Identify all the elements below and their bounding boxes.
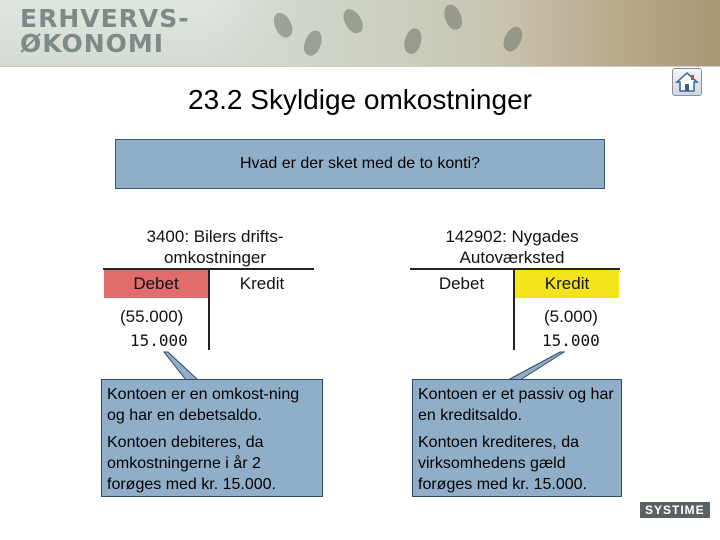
question-text: Hvad er der sket med de to konti?: [239, 155, 481, 172]
note-right-paragraph-2: Kontoen krediteres, da virksomhedens gæld forøges med kr. 15.000.: [418, 434, 587, 493]
account-left-debit-header: Debet: [104, 270, 208, 298]
logo-line-1: ERHVERVS-: [20, 4, 190, 33]
page-title: 23.2 Skyldige omkostninger: [188, 84, 532, 115]
account-right-debit-header: Debet: [438, 274, 485, 293]
callout-connector-right: [508, 352, 564, 380]
note-left: [101, 379, 323, 497]
account-right-amount-2: 15.000: [542, 331, 600, 350]
account-left-amount-2: 15.000: [130, 331, 188, 350]
account-left-name-line-2: omkostninger: [163, 248, 267, 267]
account-right-credit-header: Kredit: [515, 270, 619, 298]
account-right-amount-1: (5.000): [544, 307, 598, 326]
note-left-paragraph-1: Kontoen er en omkost-ning og har en debetsaldo.: [107, 386, 300, 424]
callout-connector-left: [164, 352, 198, 380]
account-left-amount-1: (55.000): [120, 307, 184, 326]
account-right-name-line-2: Autoværksted: [459, 248, 565, 267]
systime-logo: SYSTIME: [640, 502, 710, 518]
note-right-paragraph-1: Kontoen er et passiv og har en kreditsaldo.: [418, 386, 614, 424]
note-left-paragraph-2: Kontoen debiteres, da omkostningerne i år 2 forøges med kr. 15.000.: [107, 434, 276, 493]
account-right-name-line-1: 142902: Nygades: [445, 227, 579, 246]
account-left-credit-header: Kredit: [239, 274, 285, 293]
account-left-name-line-1: 3400: Bilers drifts-: [146, 227, 284, 246]
note-right: [412, 379, 622, 497]
logo-line-2: ØKONOMI: [20, 29, 165, 58]
